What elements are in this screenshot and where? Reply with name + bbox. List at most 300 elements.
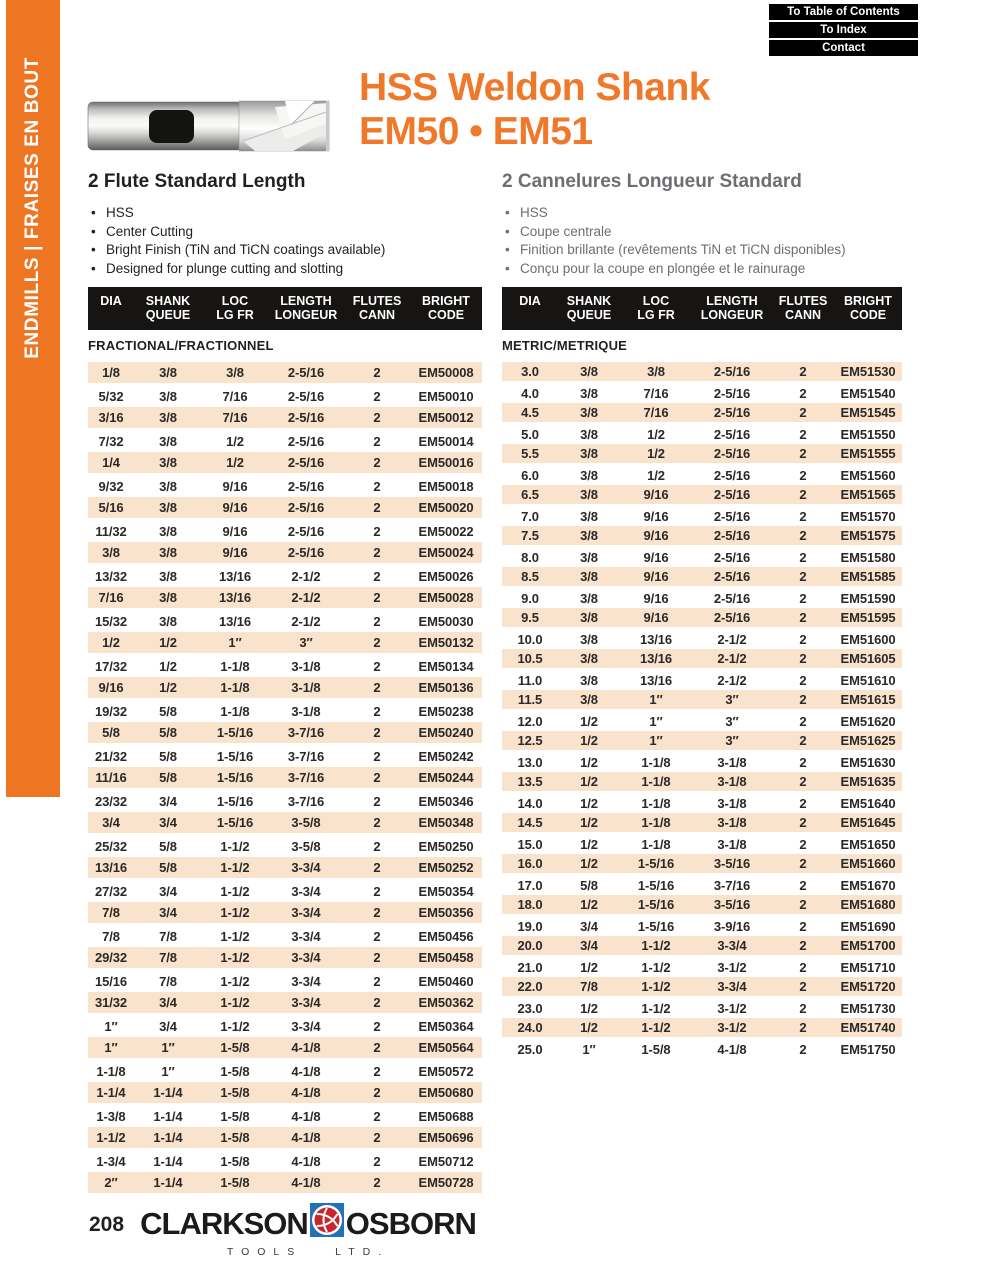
table-cell: 2 xyxy=(799,733,807,748)
table-cell: EM50244 xyxy=(418,770,474,785)
table-cell: 1-1/8 xyxy=(220,680,250,695)
table-cell: 3/4 xyxy=(159,794,177,809)
table-row xyxy=(502,813,902,832)
table-cell: 3″ xyxy=(725,692,739,707)
table-cell: 11.0 xyxy=(517,673,543,688)
table-cell: 13.0 xyxy=(517,755,543,770)
table-cell: 3-1/8 xyxy=(717,815,747,830)
table-cell: EM51710 xyxy=(840,960,896,975)
table-cell: 3/8 xyxy=(102,545,120,560)
table-cell: 2-5/16 xyxy=(287,434,325,449)
table-cell: EM51630 xyxy=(840,755,896,770)
table-cell: 5/8 xyxy=(159,860,177,875)
table-cell: 1-5/8 xyxy=(220,1175,250,1190)
table-cell: 2 xyxy=(799,815,807,830)
table-cell: 2-5/16 xyxy=(713,405,751,420)
table-cell: 5/32 xyxy=(98,389,124,404)
table-cell: 9/16 xyxy=(643,591,669,606)
table-cell: EM51660 xyxy=(840,856,896,871)
table-row xyxy=(88,746,482,767)
col-header-length: LENGTH LONGEUR xyxy=(700,294,764,322)
table-cell: 2 xyxy=(799,446,807,461)
table-row xyxy=(502,854,902,873)
table-cell: 7/8 xyxy=(159,929,177,944)
table-cell: 1/2 xyxy=(226,434,244,449)
table-cell: 4-1/8 xyxy=(291,1109,321,1124)
table-cell: 1″ xyxy=(228,635,242,650)
table-cell: 12.5 xyxy=(517,733,543,748)
table-cell: 1-1/8 xyxy=(641,815,671,830)
table-cell: 1/2 xyxy=(580,796,598,811)
table-cell: 2 xyxy=(373,1130,381,1145)
table-cell: 2 xyxy=(799,755,807,770)
table-cell: 13/16 xyxy=(639,632,673,647)
table-cell: 3-3/4 xyxy=(291,995,321,1010)
table-cell: 1-3/4 xyxy=(96,1154,126,1169)
table-row xyxy=(502,936,902,955)
table-cell: EM50564 xyxy=(418,1040,474,1055)
table-cell: 2-5/16 xyxy=(713,610,751,625)
table-cell: 1-1/4 xyxy=(153,1154,183,1169)
table-cell: 3-1/8 xyxy=(717,837,747,852)
metric-table xyxy=(502,287,902,1059)
table-cell: 3-7/16 xyxy=(287,770,325,785)
table-cell: 1-1/8 xyxy=(641,755,671,770)
table-cell: 2 xyxy=(799,856,807,871)
table-cell: EM51690 xyxy=(840,919,896,934)
table-cell: 2 xyxy=(799,796,807,811)
table-cell: 5/16 xyxy=(98,500,124,515)
table-cell: 1-5/16 xyxy=(216,794,254,809)
table-row xyxy=(88,407,482,428)
table-row xyxy=(502,548,902,567)
table-cell: 1/2 xyxy=(580,1020,598,1035)
table-cell: EM51605 xyxy=(840,651,896,666)
table-cell: EM50252 xyxy=(418,860,474,875)
table-row xyxy=(502,466,902,485)
table-cell: EM50136 xyxy=(418,680,474,695)
table-cell: 9/16 xyxy=(98,680,124,695)
table-cell: 2 xyxy=(373,635,381,650)
table-cell: 3/8 xyxy=(580,446,598,461)
table-cell: 2 xyxy=(373,545,381,560)
table-cell: EM50688 xyxy=(418,1109,474,1124)
table-cell: 3-9/16 xyxy=(713,919,751,934)
table-row xyxy=(502,794,902,813)
table-cell: 2 xyxy=(373,680,381,695)
table-cell: 2-1/2 xyxy=(717,632,747,647)
table-cell: 1/2 xyxy=(580,714,598,729)
table-cell: EM51645 xyxy=(840,815,896,830)
table-cell: EM50014 xyxy=(418,434,474,449)
table-cell: 1-1/2 xyxy=(220,839,250,854)
table-cell: 3/8 xyxy=(580,405,598,420)
table-cell: 1-5/16 xyxy=(216,815,254,830)
table-cell: 2-5/16 xyxy=(713,509,751,524)
table-cell: 2-1/2 xyxy=(291,569,321,584)
table-cell: 5/8 xyxy=(159,770,177,785)
table-cell: 7/16 xyxy=(643,405,669,420)
table-cell: 1-1/4 xyxy=(96,1085,126,1100)
table-cell: 3/8 xyxy=(580,487,598,502)
table-cell: 3-3/4 xyxy=(717,938,747,953)
table-cell: 7/8 xyxy=(102,905,120,920)
table-cell: 5/8 xyxy=(580,878,598,893)
table-cell: 1-3/8 xyxy=(96,1109,126,1124)
table-cell: 4-1/8 xyxy=(717,1042,747,1057)
table-cell: 3/4 xyxy=(159,884,177,899)
table-cell: 1″ xyxy=(649,692,663,707)
table-cell: EM50460 xyxy=(418,974,474,989)
table-cell: 3/8 xyxy=(159,545,177,560)
table-cell: 3/4 xyxy=(159,1019,177,1034)
table-cell: 4.0 xyxy=(521,386,539,401)
table-cell: EM50022 xyxy=(418,524,474,539)
to-index-button[interactable]: To Index xyxy=(769,22,918,38)
table-cell: 1-1/4 xyxy=(153,1175,183,1190)
table-cell: 3-1/2 xyxy=(717,1001,747,1016)
table-row xyxy=(88,947,482,968)
table-cell: 1-5/8 xyxy=(641,1042,671,1057)
table-cell: 3/8 xyxy=(159,389,177,404)
table-row xyxy=(88,632,482,653)
table-cell: EM50728 xyxy=(418,1175,474,1190)
table-cell: 2 xyxy=(373,1175,381,1190)
table-cell: EM50240 xyxy=(418,725,474,740)
col-header-shank: SHANK QUEUE xyxy=(566,294,612,322)
table-cell: 2 xyxy=(373,704,381,719)
table-row xyxy=(88,1106,482,1127)
col-header-bright-code: BRIGHT CODE xyxy=(422,294,470,322)
table-cell: 2 xyxy=(799,692,807,707)
table-row xyxy=(502,712,902,731)
table-row xyxy=(88,521,482,542)
features-french-list xyxy=(502,204,952,278)
table-row xyxy=(88,701,482,722)
table-cell: 3/8 xyxy=(580,673,598,688)
table-cell: 2 xyxy=(373,434,381,449)
nav-buttons xyxy=(769,4,918,58)
table-row xyxy=(502,507,902,526)
table-cell: 5/8 xyxy=(159,839,177,854)
table-cell: 3-5/8 xyxy=(291,839,321,854)
table-cell: 11.5 xyxy=(517,692,543,707)
table-cell: 1″ xyxy=(161,1064,175,1079)
table-cell: 1-1/2 xyxy=(220,884,250,899)
feature-bullet: • Designed for plunge cutting and slotting xyxy=(88,260,488,279)
page-title xyxy=(359,66,710,154)
table-cell: 1-5/16 xyxy=(637,856,675,871)
table-cell: 3/8 xyxy=(580,468,598,483)
table-cell: 1″ xyxy=(649,733,663,748)
table-cell: 5.5 xyxy=(521,446,539,461)
table-cell: 3/8 xyxy=(580,528,598,543)
table-row xyxy=(88,656,482,677)
table-cell: EM51635 xyxy=(840,774,896,789)
table-cell: 2-5/16 xyxy=(713,550,751,565)
table-cell: 1-1/8 xyxy=(220,704,250,719)
table-cell: 2 xyxy=(799,386,807,401)
table-row xyxy=(88,722,482,743)
table-cell: 3/8 xyxy=(580,427,598,442)
table-cell: 7/16 xyxy=(222,389,248,404)
page-title-line1: HSS Weldon Shank xyxy=(359,66,710,109)
table-row xyxy=(502,835,902,854)
table-cell: EM50024 xyxy=(418,545,474,560)
table-cell: EM51585 xyxy=(840,569,896,584)
table-cell: 2 xyxy=(373,1019,381,1034)
table-cell: 3-1/8 xyxy=(717,796,747,811)
table-cell: 4-1/8 xyxy=(291,1085,321,1100)
table-cell: 1/2 xyxy=(159,635,177,650)
table-cell: EM50362 xyxy=(418,995,474,1010)
table-cell: EM51600 xyxy=(840,632,896,647)
table-row xyxy=(88,857,482,878)
table-cell: 9/16 xyxy=(643,487,669,502)
table-cell: 9/16 xyxy=(643,528,669,543)
table-cell: 2 xyxy=(373,1154,381,1169)
table-cell: 2 xyxy=(799,878,807,893)
table-cell: 3/8 xyxy=(159,524,177,539)
table-cell: 1/2 xyxy=(647,468,665,483)
table-cell: EM51595 xyxy=(840,610,896,625)
table-cell: 1-1/4 xyxy=(153,1130,183,1145)
table-cell: 2 xyxy=(799,938,807,953)
table-cell: 5/8 xyxy=(159,704,177,719)
table-cell: 3.0 xyxy=(521,364,539,379)
table-cell: 1-5/8 xyxy=(220,1109,250,1124)
table-cell: 3-3/4 xyxy=(291,905,321,920)
metric-rows xyxy=(502,362,902,1059)
sidebar-label-wrap xyxy=(6,48,60,368)
table-cell: 2-5/16 xyxy=(713,487,751,502)
feature-bullet: • Finition brillante (revêtements TiN et TiCN disponibles) xyxy=(502,241,952,260)
table-cell: 1-1/8 xyxy=(96,1064,126,1079)
table-cell: 25.0 xyxy=(517,1042,543,1057)
table-cell: 4-1/8 xyxy=(291,1064,321,1079)
table-cell: 2 xyxy=(373,365,381,380)
table-row xyxy=(88,611,482,632)
table-cell: 7.5 xyxy=(521,528,539,543)
table-cell: 2 xyxy=(373,479,381,494)
table-cell: 3/8 xyxy=(580,632,598,647)
table-cell: 19.0 xyxy=(517,919,543,934)
table-cell: 3″ xyxy=(299,635,313,650)
table-cell: 1-1/2 xyxy=(220,974,250,989)
table-cell: 1-1/2 xyxy=(220,1019,250,1034)
table-cell: 13/16 xyxy=(94,860,128,875)
table-row xyxy=(502,876,902,895)
logo-text-osborn: OSBORN xyxy=(345,1206,476,1241)
table-cell: 3-1/8 xyxy=(717,755,747,770)
table-cell: 2 xyxy=(799,673,807,688)
table-row xyxy=(88,476,482,497)
table-cell: 1-1/8 xyxy=(641,837,671,852)
table-cell: 2 xyxy=(799,897,807,912)
table-row xyxy=(502,384,902,403)
table-row xyxy=(502,608,902,627)
table-cell: 3-1/2 xyxy=(717,1020,747,1035)
table-cell: EM50346 xyxy=(418,794,474,809)
table-cell: EM51730 xyxy=(840,1001,896,1016)
table-cell: 1/2 xyxy=(159,680,177,695)
table-row xyxy=(88,1037,482,1058)
table-cell: EM51555 xyxy=(840,446,896,461)
table-row xyxy=(502,1018,902,1037)
table-row xyxy=(88,431,482,452)
contact-button[interactable]: Contact xyxy=(769,40,918,56)
feature-bullet: • HSS xyxy=(88,204,488,223)
table-row xyxy=(502,425,902,444)
table-cell: 3/8 xyxy=(159,455,177,470)
to-table-of-contents-button[interactable]: To Table of Contents xyxy=(769,4,918,20)
table-cell: 2 xyxy=(373,1085,381,1100)
table-cell: 3/8 xyxy=(159,410,177,425)
endmill-photo xyxy=(87,97,332,155)
table-cell: EM50028 xyxy=(418,590,474,605)
features-english xyxy=(88,171,488,278)
table-row xyxy=(88,1082,482,1103)
table-cell: 7/8 xyxy=(159,950,177,965)
table-cell: 3/4 xyxy=(159,995,177,1010)
col-header-flutes: FLUTES CANN xyxy=(352,294,402,322)
table-cell: 2-5/16 xyxy=(287,365,325,380)
table-cell: 3/8 xyxy=(647,364,665,379)
table-cell: 2 xyxy=(373,389,381,404)
table-row xyxy=(88,1127,482,1148)
table-cell: 2 xyxy=(373,839,381,854)
table-cell: 9.0 xyxy=(521,591,539,606)
table-cell: EM50696 xyxy=(418,1130,474,1145)
table-cell: 1-1/2 xyxy=(641,960,671,975)
table-cell: 3-3/4 xyxy=(717,979,747,994)
table-cell: 1-5/8 xyxy=(220,1154,250,1169)
table-cell: 1-5/8 xyxy=(220,1130,250,1145)
table-cell: 2 xyxy=(373,884,381,899)
table-cell: 7/32 xyxy=(98,434,124,449)
table-cell: 3-5/16 xyxy=(713,897,751,912)
col-header-dia: DIA xyxy=(519,294,541,308)
table-cell: 21.0 xyxy=(517,960,543,975)
table-row xyxy=(88,386,482,407)
table-cell: 1/2 xyxy=(159,659,177,674)
table-cell: 13/16 xyxy=(639,673,673,688)
table-cell: EM50354 xyxy=(418,884,474,899)
table-cell: EM51540 xyxy=(840,386,896,401)
table-cell: 7/16 xyxy=(643,386,669,401)
table-cell: 5/8 xyxy=(159,725,177,740)
pinwheel-logo-icon xyxy=(308,1203,346,1245)
table-cell: 9/16 xyxy=(643,509,669,524)
table-cell: 15/32 xyxy=(94,614,128,629)
fractional-table-header xyxy=(88,287,482,330)
table-cell: 2-5/16 xyxy=(713,569,751,584)
table-row xyxy=(502,362,902,381)
table-cell: EM51650 xyxy=(840,837,896,852)
table-cell: 3/8 xyxy=(580,509,598,524)
table-row xyxy=(502,753,902,772)
table-cell: 9/32 xyxy=(98,479,124,494)
table-row xyxy=(88,1061,482,1082)
table-cell: 1/2 xyxy=(580,733,598,748)
fractional-section-label: FRACTIONAL/FRACTIONNEL xyxy=(88,338,274,353)
table-cell: 2 xyxy=(799,774,807,789)
table-cell: 3-7/16 xyxy=(287,794,325,809)
table-cell: 3″ xyxy=(725,714,739,729)
table-cell: EM50356 xyxy=(418,905,474,920)
table-cell: 2 xyxy=(373,500,381,515)
table-cell: 2 xyxy=(799,1042,807,1057)
table-cell: EM51560 xyxy=(840,468,896,483)
table-row xyxy=(502,671,902,690)
table-cell: 2-5/16 xyxy=(287,545,325,560)
metric-table-header xyxy=(502,287,902,330)
table-cell: EM51750 xyxy=(840,1042,896,1057)
table-cell: 1-1/8 xyxy=(641,774,671,789)
table-cell: 8.5 xyxy=(521,569,539,584)
table-cell: 2 xyxy=(373,974,381,989)
table-cell: EM51740 xyxy=(840,1020,896,1035)
table-cell: 1-5/8 xyxy=(220,1085,250,1100)
table-cell: 2 xyxy=(799,569,807,584)
table-cell: EM50030 xyxy=(418,614,474,629)
table-cell: 9/16 xyxy=(222,524,248,539)
table-cell: 9/16 xyxy=(643,610,669,625)
table-cell: 2-5/16 xyxy=(713,386,751,401)
table-cell: EM50680 xyxy=(418,1085,474,1100)
table-cell: 2 xyxy=(373,860,381,875)
table-cell: 12.0 xyxy=(517,714,543,729)
table-cell: 4-1/8 xyxy=(291,1130,321,1145)
table-cell: 6.5 xyxy=(521,487,539,502)
table-cell: EM51530 xyxy=(840,364,896,379)
table-cell: 16.0 xyxy=(517,856,543,871)
table-cell: 18.0 xyxy=(517,897,543,912)
col-header-length: LENGTH LONGEUR xyxy=(274,294,338,322)
table-cell: 2 xyxy=(799,468,807,483)
table-cell: 2-1/2 xyxy=(717,673,747,688)
table-cell: EM51720 xyxy=(840,979,896,994)
table-cell: 3/8 xyxy=(580,610,598,625)
table-cell: 13/16 xyxy=(218,569,252,584)
table-cell: EM50242 xyxy=(418,749,474,764)
table-cell: 3-3/4 xyxy=(291,1019,321,1034)
table-cell: 15.0 xyxy=(517,837,543,852)
table-cell: 3/8 xyxy=(580,591,598,606)
company-logo xyxy=(140,1203,476,1258)
table-row xyxy=(88,362,482,383)
table-cell: 14.5 xyxy=(517,815,543,830)
table-cell: 5/8 xyxy=(159,749,177,764)
table-cell: 2 xyxy=(373,590,381,605)
table-cell: 1-1/2 xyxy=(641,1001,671,1016)
feature-bullet: • Coupe centrale xyxy=(502,223,952,242)
table-row xyxy=(502,444,902,463)
table-cell: 7.0 xyxy=(521,509,539,524)
table-cell: 27/32 xyxy=(94,884,128,899)
table-cell: 2-5/16 xyxy=(713,468,751,483)
table-cell: 1-1/8 xyxy=(220,659,250,674)
table-cell: 3-1/8 xyxy=(291,680,321,695)
table-cell: EM50132 xyxy=(418,635,474,650)
table-row xyxy=(502,589,902,608)
sidebar-label: ENDMILLS | FRAISES EN BOUT xyxy=(22,57,43,359)
table-cell: EM50026 xyxy=(418,569,474,584)
table-cell: 9/16 xyxy=(222,479,248,494)
table-cell: 1″ xyxy=(161,1040,175,1055)
table-cell: 3/8 xyxy=(580,651,598,666)
table-cell: EM50348 xyxy=(418,815,474,830)
